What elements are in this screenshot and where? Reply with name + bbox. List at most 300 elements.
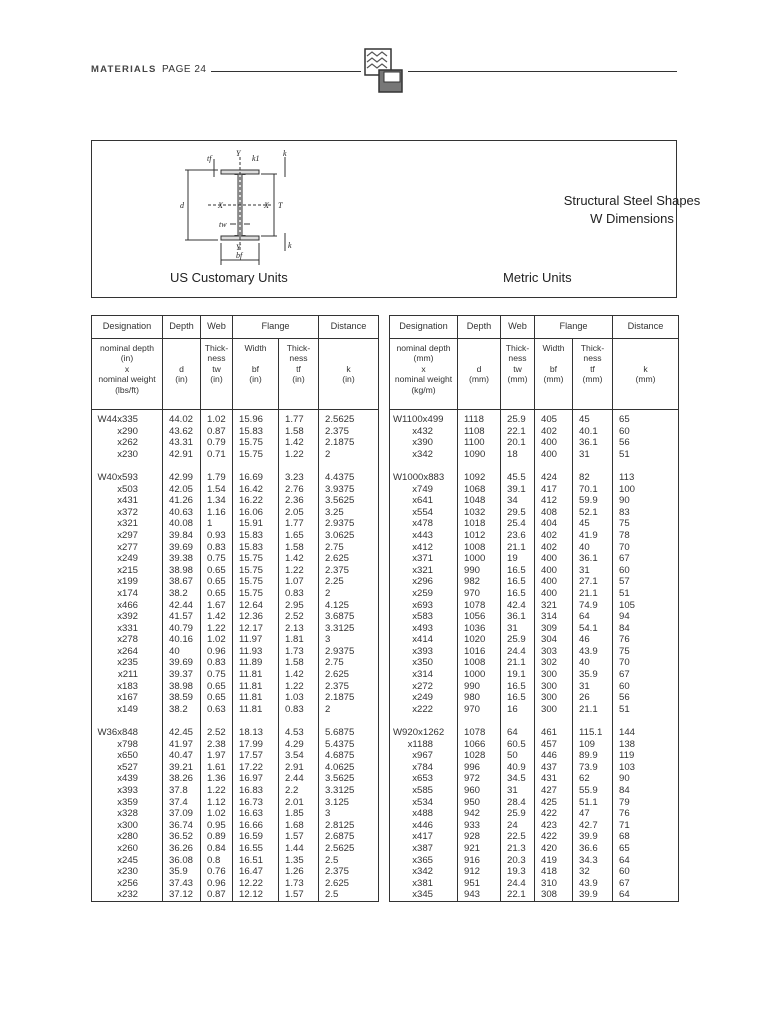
table-row	[92, 565, 379, 577]
value-cell: 4.125	[319, 600, 379, 612]
designation-cell: x290	[92, 426, 163, 438]
designation-cell: x260	[92, 843, 163, 855]
spacer-row	[390, 460, 679, 472]
diagram-label-x-right: X	[264, 201, 269, 210]
designation-cell: x314	[390, 669, 458, 681]
table-row	[390, 623, 679, 635]
value-cell: 2	[319, 704, 379, 716]
value-cell: 3.23	[279, 472, 319, 484]
value-cell: 15.75	[233, 553, 279, 565]
value-cell: 76	[613, 808, 679, 820]
title-line-1: Structural Steel Shapes	[563, 193, 701, 208]
designation-cell: x417	[390, 831, 458, 843]
table-row	[92, 588, 379, 600]
value-cell: 1.22	[279, 681, 319, 693]
value-cell: 16.5	[501, 565, 535, 577]
value-cell: 16.55	[233, 843, 279, 855]
value-cell: 60	[613, 866, 679, 878]
value-cell: 1.07	[279, 576, 319, 588]
value-cell: 437	[535, 762, 573, 774]
value-cell: 41.9	[573, 530, 613, 542]
value-cell: 12.17	[233, 623, 279, 635]
table-row	[390, 565, 679, 577]
table-row	[390, 484, 679, 496]
value-cell: 12.22	[233, 878, 279, 890]
value-cell: 37.43	[163, 878, 201, 890]
value-cell: 84	[613, 785, 679, 797]
value-cell: 17.99	[233, 739, 279, 751]
metric-units-label: Metric Units	[503, 270, 572, 285]
value-cell: 0.65	[201, 692, 233, 704]
value-cell: 928	[458, 831, 501, 843]
value-cell: 3.5625	[319, 495, 379, 507]
value-cell: 15.75	[233, 437, 279, 449]
value-cell: 1.77	[279, 518, 319, 530]
value-cell: 31	[501, 623, 535, 635]
value-cell: 94	[613, 611, 679, 623]
designation-cell: x350	[390, 657, 458, 669]
value-cell: 446	[535, 750, 573, 762]
value-cell: 2.1875	[319, 437, 379, 449]
designation-cell: x653	[390, 773, 458, 785]
value-cell: 28.4	[501, 797, 535, 809]
col-header-depth: Depth	[458, 316, 501, 339]
value-cell: 21.1	[573, 588, 613, 600]
table-row	[92, 410, 379, 426]
table-row	[390, 762, 679, 774]
value-cell: 138	[613, 739, 679, 751]
value-cell: 36.1	[573, 437, 613, 449]
table-row	[390, 588, 679, 600]
value-cell: 1036	[458, 623, 501, 635]
value-cell: 39.69	[163, 657, 201, 669]
value-cell	[319, 715, 379, 727]
col-header-web: Web	[201, 316, 233, 339]
value-cell: 31	[573, 565, 613, 577]
value-cell: 2.05	[279, 507, 319, 519]
value-cell	[501, 715, 535, 727]
value-cell: 36.74	[163, 820, 201, 832]
value-cell: 2.44	[279, 773, 319, 785]
table-row	[92, 727, 379, 739]
value-cell: 3.9375	[319, 484, 379, 496]
value-cell: 83	[613, 507, 679, 519]
value-cell: 1008	[458, 657, 501, 669]
designation-cell: x272	[390, 681, 458, 693]
designation-cell: x784	[390, 762, 458, 774]
table-row	[390, 657, 679, 669]
value-cell: 1.58	[279, 657, 319, 669]
col-header-designation: Designation	[92, 316, 163, 339]
value-cell: 25.9	[501, 634, 535, 646]
value-cell: 405	[535, 410, 573, 426]
value-cell: 3.54	[279, 750, 319, 762]
value-cell: 38.2	[163, 588, 201, 600]
spacer-row	[390, 715, 679, 727]
designation-cell: x527	[92, 762, 163, 774]
value-cell: 41.26	[163, 495, 201, 507]
value-cell: 52.1	[573, 507, 613, 519]
col-header-distance: Distance	[319, 316, 379, 339]
table-row	[92, 785, 379, 797]
value-cell: 29.5	[501, 507, 535, 519]
value-cell: 25.4	[501, 518, 535, 530]
designation-cell: x1188	[390, 739, 458, 751]
value-cell: 42.05	[163, 484, 201, 496]
value-cell: 0.76	[201, 866, 233, 878]
w-beam-section-diagram	[172, 147, 312, 267]
value-cell: 1.58	[279, 542, 319, 554]
value-cell: 15.75	[233, 449, 279, 461]
value-cell: 35.9	[573, 669, 613, 681]
value-cell: 43.62	[163, 426, 201, 438]
table-row	[390, 739, 679, 751]
value-cell: 45	[573, 410, 613, 426]
metric-dimensions-table	[389, 315, 679, 902]
value-cell: 17.22	[233, 762, 279, 774]
value-cell	[279, 715, 319, 727]
value-cell: 22.5	[501, 831, 535, 843]
value-cell: 34.5	[501, 773, 535, 785]
value-cell: 982	[458, 576, 501, 588]
value-cell: 19	[501, 553, 535, 565]
table-row	[390, 507, 679, 519]
value-cell: 431	[535, 773, 573, 785]
value-cell: 960	[458, 785, 501, 797]
value-cell: 1012	[458, 530, 501, 542]
value-cell: 40.9	[501, 762, 535, 774]
table-row	[92, 704, 379, 716]
table-row	[390, 495, 679, 507]
designation-cell: x393	[390, 646, 458, 658]
table-row	[390, 530, 679, 542]
value-cell: 38.67	[163, 576, 201, 588]
value-cell	[201, 460, 233, 472]
spacer-row	[92, 460, 379, 472]
value-cell: 1.42	[201, 611, 233, 623]
value-cell: 36.1	[573, 553, 613, 565]
value-cell: 417	[535, 484, 573, 496]
value-cell: 42.99	[163, 472, 201, 484]
value-cell: 70.1	[573, 484, 613, 496]
value-cell: 37.4	[163, 797, 201, 809]
value-cell: 0.63	[201, 704, 233, 716]
value-cell: 2.8125	[319, 820, 379, 832]
title-line-2: W Dimensions	[590, 211, 674, 226]
table-row	[92, 681, 379, 693]
value-cell: 34.3	[573, 855, 613, 867]
designation-cell: x390	[390, 437, 458, 449]
value-cell: 300	[535, 704, 573, 716]
value-cell: 1118	[458, 410, 501, 426]
value-cell: 3.3125	[319, 785, 379, 797]
designation-cell: x235	[92, 657, 163, 669]
value-cell: 90	[613, 773, 679, 785]
value-cell: 4.4375	[319, 472, 379, 484]
value-cell: 54.1	[573, 623, 613, 635]
value-cell: 21.1	[501, 657, 535, 669]
table-row	[92, 484, 379, 496]
value-cell: 2.5625	[319, 843, 379, 855]
table-row	[92, 669, 379, 681]
value-cell: 12.64	[233, 600, 279, 612]
value-cell: 16.63	[233, 808, 279, 820]
diagram-label-y-top: Y	[236, 149, 241, 158]
value-cell	[501, 460, 535, 472]
table-row	[92, 866, 379, 878]
designation-cell: x174	[92, 588, 163, 600]
value-cell: 42.4	[501, 600, 535, 612]
table-row	[390, 831, 679, 843]
value-cell: 1.02	[201, 410, 233, 426]
value-cell: 310	[535, 878, 573, 890]
value-cell: 2.36	[279, 495, 319, 507]
designation-cell: x149	[92, 704, 163, 716]
value-cell: 16.47	[233, 866, 279, 878]
table-row	[390, 785, 679, 797]
value-cell	[535, 715, 573, 727]
designation-cell: x342	[390, 449, 458, 461]
value-cell: 16.97	[233, 773, 279, 785]
value-cell: 400	[535, 553, 573, 565]
title-box	[91, 140, 701, 298]
value-cell: 400	[535, 449, 573, 461]
designation-cell: x493	[390, 623, 458, 635]
table-row	[92, 634, 379, 646]
value-cell: 2	[319, 449, 379, 461]
value-cell: 2.95	[279, 600, 319, 612]
table-row	[92, 739, 379, 751]
value-cell: 43.31	[163, 437, 201, 449]
value-cell: 45	[573, 518, 613, 530]
designation-cell: x167	[92, 692, 163, 704]
designation-cell: x345	[390, 889, 458, 901]
value-cell: 1.85	[279, 808, 319, 820]
value-cell: 457	[535, 739, 573, 751]
value-cell: 20.1	[501, 437, 535, 449]
value-cell: 1100	[458, 437, 501, 449]
value-cell: 16.73	[233, 797, 279, 809]
value-cell: 1.35	[279, 855, 319, 867]
value-cell: 302	[535, 657, 573, 669]
value-cell: 3.5625	[319, 773, 379, 785]
value-cell: 37.8	[163, 785, 201, 797]
table-row	[92, 600, 379, 612]
value-cell: 16.5	[501, 681, 535, 693]
designation-cell: x392	[92, 611, 163, 623]
value-cell: 2.625	[319, 669, 379, 681]
value-cell: 2	[319, 588, 379, 600]
table-row	[390, 866, 679, 878]
value-cell: 1.58	[279, 426, 319, 438]
value-cell: 916	[458, 855, 501, 867]
value-cell: 74.9	[573, 600, 613, 612]
value-cell: 41.97	[163, 739, 201, 751]
value-cell: 1.36	[201, 773, 233, 785]
value-cell: 970	[458, 704, 501, 716]
value-cell	[233, 460, 279, 472]
value-cell: 90	[613, 495, 679, 507]
value-cell: 21.1	[573, 704, 613, 716]
designation-cell: x183	[92, 681, 163, 693]
value-cell: 300	[535, 669, 573, 681]
value-cell: 422	[535, 831, 573, 843]
col-header-flange: Flange	[233, 316, 319, 339]
value-cell: 62	[573, 773, 613, 785]
designation-cell: x277	[92, 542, 163, 554]
designation-cell: x432	[390, 426, 458, 438]
value-cell: 51	[613, 449, 679, 461]
table-row	[390, 611, 679, 623]
designation-cell: x466	[92, 600, 163, 612]
value-cell: 15.75	[233, 576, 279, 588]
value-cell: 40.1	[573, 426, 613, 438]
value-cell: 32	[573, 866, 613, 878]
value-cell: 0.89	[201, 831, 233, 843]
value-cell: 15.96	[233, 410, 279, 426]
diagram-label-k-bottom: k	[288, 241, 292, 250]
designation-cell: x554	[390, 507, 458, 519]
table-row	[390, 600, 679, 612]
value-cell: 5.4375	[319, 739, 379, 751]
value-cell: 4.53	[279, 727, 319, 739]
value-cell: 2.25	[319, 576, 379, 588]
table-row	[92, 762, 379, 774]
value-cell: 75	[613, 646, 679, 658]
value-cell: 16.83	[233, 785, 279, 797]
value-cell: 0.75	[201, 669, 233, 681]
designation-cell: x259	[390, 588, 458, 600]
value-cell: 22.1	[501, 426, 535, 438]
designation-cell	[390, 715, 458, 727]
value-cell: 972	[458, 773, 501, 785]
value-cell: 39.9	[573, 831, 613, 843]
table-row	[390, 518, 679, 530]
designation-cell: x749	[390, 484, 458, 496]
designation-cell: x328	[92, 808, 163, 820]
value-cell: 2.9375	[319, 646, 379, 658]
value-cell	[233, 715, 279, 727]
col-header-web: Web	[501, 316, 535, 339]
value-cell: 1.73	[279, 878, 319, 890]
value-cell: 420	[535, 843, 573, 855]
table-row	[390, 681, 679, 693]
value-cell: 1018	[458, 518, 501, 530]
value-cell: 15.83	[233, 542, 279, 554]
value-cell: 18	[501, 449, 535, 461]
col-header-flange: Flange	[535, 316, 613, 339]
spacer-row	[92, 715, 379, 727]
value-cell: 15.83	[233, 426, 279, 438]
value-cell: 0.87	[201, 426, 233, 438]
value-cell: 2.01	[279, 797, 319, 809]
designation-cell: x321	[92, 518, 163, 530]
table-row	[92, 507, 379, 519]
value-cell: 1.57	[279, 831, 319, 843]
designation-cell	[92, 715, 163, 727]
value-cell: 17.57	[233, 750, 279, 762]
value-cell: 2.5625	[319, 410, 379, 426]
value-cell: 314	[535, 611, 573, 623]
value-cell: 55.9	[573, 785, 613, 797]
value-cell: 16.59	[233, 831, 279, 843]
value-cell: 402	[535, 426, 573, 438]
table-row	[92, 437, 379, 449]
value-cell: 2.1875	[319, 692, 379, 704]
value-cell	[279, 460, 319, 472]
value-cell	[201, 715, 233, 727]
table-row	[92, 657, 379, 669]
value-cell: 1.42	[279, 669, 319, 681]
value-cell: 76	[613, 634, 679, 646]
designation-cell: W1100x499	[390, 410, 458, 426]
table-row	[92, 426, 379, 438]
value-cell: 1068	[458, 484, 501, 496]
table-row	[92, 831, 379, 843]
table-row	[92, 646, 379, 658]
col-header-designation: Designation	[390, 316, 458, 339]
value-cell: 15.91	[233, 518, 279, 530]
value-cell: 105	[613, 600, 679, 612]
value-cell: 422	[535, 808, 573, 820]
table-row	[92, 623, 379, 635]
value-cell: 3.125	[319, 797, 379, 809]
value-cell: 109	[573, 739, 613, 751]
value-cell: 0.75	[201, 553, 233, 565]
designation-cell: x262	[92, 437, 163, 449]
table-row	[390, 410, 679, 426]
designation-cell: x414	[390, 634, 458, 646]
value-cell: 37.12	[163, 889, 201, 901]
value-cell: 40.79	[163, 623, 201, 635]
value-cell: 3	[319, 634, 379, 646]
designation-cell: x478	[390, 518, 458, 530]
value-cell: 0.65	[201, 588, 233, 600]
designation-cell: x439	[92, 773, 163, 785]
value-cell: 0.84	[201, 843, 233, 855]
value-cell: 60	[613, 426, 679, 438]
value-cell: 70	[613, 542, 679, 554]
value-cell: 0.65	[201, 576, 233, 588]
value-cell: 39.84	[163, 530, 201, 542]
value-cell: 1000	[458, 553, 501, 565]
table-row	[92, 611, 379, 623]
value-cell: 71	[613, 820, 679, 832]
table-row	[390, 553, 679, 565]
value-cell: 3.0625	[319, 530, 379, 542]
value-cell: 31	[573, 449, 613, 461]
value-cell: 42.7	[573, 820, 613, 832]
value-cell	[613, 460, 679, 472]
value-cell: 2.5	[319, 889, 379, 901]
value-cell: 43.9	[573, 646, 613, 658]
value-cell: 1.57	[279, 889, 319, 901]
value-cell: 47	[573, 808, 613, 820]
value-cell: 38.98	[163, 565, 201, 577]
value-cell: 419	[535, 855, 573, 867]
value-cell: 75	[613, 518, 679, 530]
value-cell: 461	[535, 727, 573, 739]
value-cell: 2.38	[201, 739, 233, 751]
designation-cell: x222	[390, 704, 458, 716]
value-cell: 1008	[458, 542, 501, 554]
value-cell: 113	[613, 472, 679, 484]
value-cell	[458, 460, 501, 472]
value-cell: 40	[573, 542, 613, 554]
value-cell: 424	[535, 472, 573, 484]
designation-cell: x650	[92, 750, 163, 762]
value-cell: 2.375	[319, 866, 379, 878]
